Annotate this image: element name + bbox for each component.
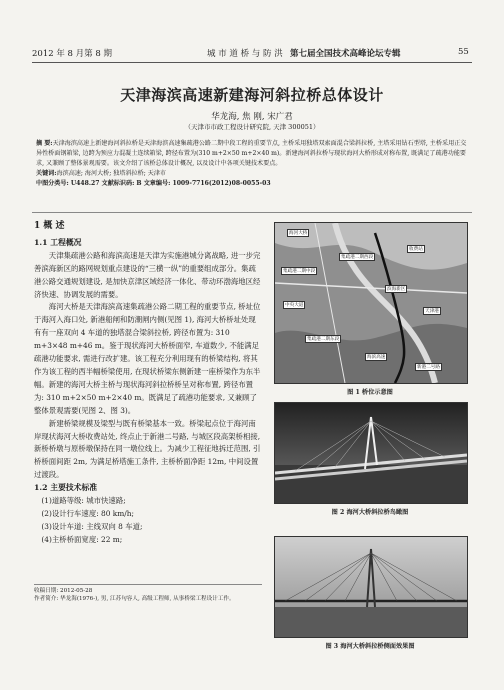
map-label: 海河大桥 (289, 231, 308, 236)
subsection-heading: 1.1 工程概况 (34, 237, 82, 247)
figure-caption: 图 2 海河大桥斜拉桥鸟瞰图 (331, 509, 409, 516)
map-label: 集疏港二期中段 (283, 269, 316, 274)
paragraph: 海河大桥是天津海滨高速集疏港公路二期工程的重要节点, 桥址位于海河入海口处, 新港船闸和防潮闸内侧(见图 1), 海河大桥桥址处现有有一座双向 4 车道的独塔混合梁斜拉桥, 跨径布置为: 310 m+3×48 m+46 m。鉴于现状海河大桥桥面窄, 车道数少, 不能满足疏港功能要求, 需进行改扩建。该工程充分利用现有的桥梁结构, 将其作为该工程的西半幅桥梁使用, 在现状桥梁东侧新建一座桥梁作为东半幅。新建的海河大桥主桥与现状海河斜拉桥桥呈对称布置, 跨径布置为: 310 m+2×50 m+2×40 m。既满足了疏港功能要求, 又兼顾了整体景观需要(见图 2、图 3)。 (34, 302, 261, 415)
subsection-heading: 1.2 主要技术标准 (34, 483, 98, 493)
figure-3 (270, 536, 470, 650)
map-label: 滨海新区 (387, 287, 406, 292)
keywords-label: 关键词: (36, 170, 57, 177)
author-bio: 作者简介: 华龙海(1976-), 男, 江苏句容人, 高级工程师, 从事桥梁工程设计工作。 (34, 596, 235, 602)
list-item: (3)设计车道: 主线双向 8 车道; (41, 521, 143, 531)
map-label: 新港二号路 (417, 365, 440, 370)
list-item: (4)主桥桥面宽度: 22 m; (41, 534, 123, 544)
map-label: 天津港 (425, 309, 439, 314)
received-date: 收稿日期: 2012-05-28 (34, 588, 93, 594)
map-label: 集疏港二期西段 (341, 255, 374, 260)
journal-name: 城 市 道 桥 与 防 洪 (207, 49, 283, 59)
map-label: 中央大道 (285, 303, 304, 308)
abstract-text: 天津海滨高速上新建海河斜拉桥是天津海滨高速集疏港公路二期中段工程的重要节点, 主桥采用独塔双索面混合梁斜拉桥, 主塔采用钻石型塔, 主桥采用正交异性桥面钢箱梁, 边跨为预应力混凝土连续箱梁, 跨径布置为(310 m+2×50 m+2×40 m)。新建海河斜拉桥与现状海河大桥形成对称布置, 既满足了疏港功能要求, 又兼顾了整体景观需要。该文介绍了该桥总体设计概况, 以及设计中各项关键技术要点。 (36, 140, 467, 167)
figure-caption: 图 3 海河大桥斜拉桥侧面效果图 (325, 643, 415, 650)
keywords (36, 169, 468, 179)
footnote (34, 584, 262, 603)
bridge-aerial-graphic (275, 403, 467, 503)
figure-2 (270, 402, 470, 516)
map-label: 集疏港二期东段 (307, 337, 340, 342)
list-item: (1)道路等级: 城市快速路; (41, 496, 126, 506)
location-map (274, 222, 468, 384)
keywords-text: 海滨高速; 海河大桥; 独塔斜拉桥; 天津市 (56, 170, 167, 177)
figure-caption: 图 1 桥位示意图 (347, 389, 393, 396)
abstract (36, 139, 468, 169)
paragraph: 天津集疏港公路和海滨高速是天津为实施港城分离战略, 进一步完善滨海新区的路网规划重点建设的“三横一纵”的重要组成部分。集疏港公路交通规划建设, 是加快京津区域经济一体化、带动环渤海地区经济快速、协调发展的需要。 (34, 250, 261, 299)
classification-line: 中图分类号: U448.27 文献标识码: B 文章编号: 1009-7716(2012)08-0055-03 (36, 180, 271, 187)
section-heading: 1 概 述 (34, 221, 65, 231)
page-number: 55 (458, 47, 469, 57)
aerial-rendering (274, 402, 468, 504)
paper-title: 天津海滨高速新建海河斜拉桥总体设计 (120, 86, 384, 104)
running-header (32, 42, 472, 63)
divider (32, 212, 472, 213)
abstract-label: 摘 要: (36, 140, 53, 147)
side-rendering (274, 536, 468, 638)
authors: 华龙海, 焦 刚, 宋广君 (211, 112, 293, 122)
paragraph: 新建桥梁规模及梁型与既有桥梁基本一致。桥梁起点位于海河南岸现状海河大桥收费站处, 终点止于新港二号路, 与城区段高架桥相接, 新桥桥墩与原桥墩保持在同一墩位线上。为减少工程征地拆迁范围, 引桥桥面间距 2m, 为满足桥塔施工条件, 主桥桥面净距 12m, 中间设置过渡段。 (34, 418, 261, 480)
issue-date: 2012 年 8 月第 8 期 (32, 49, 112, 59)
abstract-block (36, 139, 468, 189)
affiliation: （天津市市政工程设计研究院, 天津 300051） (184, 123, 320, 131)
map-label: 海滨高速 (367, 355, 386, 360)
map-label: 收费站 (409, 247, 423, 252)
list-item: (2)设计行车速度: 80 km/h; (41, 508, 135, 518)
left-column (34, 220, 262, 602)
forum-name: 第七届全国技术高峰论坛专辑 (290, 49, 401, 59)
figure-1 (270, 222, 470, 396)
bridge-side-graphic (275, 537, 467, 637)
